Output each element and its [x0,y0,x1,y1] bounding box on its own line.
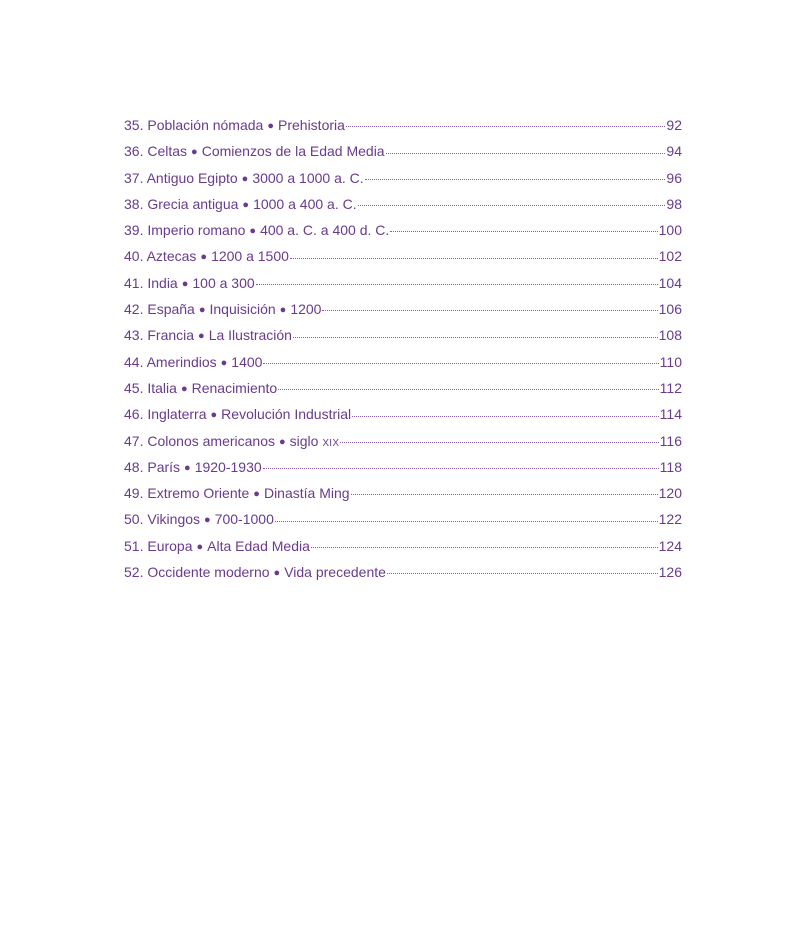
dotted-leader [390,230,657,232]
toc-entry-number: 51. [124,537,144,554]
dotted-leader [386,152,666,154]
toc-entry-part: 1200 [290,301,322,318]
toc-entry-number: 38. [124,195,144,212]
toc-entry-title [124,428,339,457]
bullet-separator-icon: ● [181,277,189,290]
toc-entry-part: Francia [147,327,195,344]
dotted-leader [293,336,658,338]
bullet-separator-icon: ● [204,514,211,527]
toc-entry-title [124,270,255,298]
toc-entry-number: 50. [124,511,144,528]
dotted-leader [263,467,659,469]
toc-entry-part: Alta Edad Media [207,537,310,554]
toc-entry[interactable] [124,296,682,322]
toc-entry-number: 49. [124,485,144,502]
bullet-separator-icon: ● [200,251,208,264]
dotted-leader [275,520,658,522]
toc-entry-page-number: 98 [666,195,682,212]
toc-entry-part [290,433,340,449]
toc-entry-part: 1920-1930 [194,458,262,475]
toc-entry[interactable] [124,217,682,243]
toc-entry-part: Comienzos de la Edad Media [201,143,385,160]
bullet-separator-icon: ● [180,382,188,395]
toc-entry-title [124,296,321,324]
toc-entry-part: Vikingos [147,511,201,528]
dotted-leader [290,257,658,259]
toc-entry-title [124,533,310,561]
dotted-leader [365,178,666,180]
toc-entry-title [124,322,292,350]
bullet-separator-icon: ● [267,120,274,132]
toc-entry-part: India [147,274,178,291]
toc-entry[interactable] [124,165,682,191]
toc-entry-part: 400 a. C. a 400 d. C. [260,222,390,239]
toc-entry-part: Prehistoria [278,117,345,133]
toc-entry-part: 700-1000 [214,511,274,528]
bullet-separator-icon: ● [198,304,206,317]
toc-entry-number: 46. [124,406,144,423]
toc-entry-title [124,559,386,587]
toc-entry-title [124,217,389,245]
toc-entry-page-number: 124 [658,537,682,554]
toc-entry-page-number: 92 [666,117,682,133]
toc-entry-page-number: 94 [666,143,682,160]
toc-entry-number: 43. [124,327,144,344]
toc-entry-page-number: 108 [658,327,682,344]
toc-entry-number: 40. [124,248,144,265]
bullet-separator-icon: ● [220,356,228,369]
toc-entry[interactable] [124,454,682,480]
bullet-separator-icon: ● [191,146,198,159]
toc-entry-part: Antiguo Egipto [146,169,238,186]
toc-entry-number: 52. [124,564,144,581]
dotted-leader [358,204,666,206]
toc-entry-part: Vida precedente [284,564,386,581]
toc-entry-part: Amerindios [146,353,217,370]
toc-entry-part: 1200 a 1500 [211,248,289,265]
toc-entry[interactable] [124,112,682,138]
bullet-separator-icon: ● [273,567,281,580]
toc-entry-page-number: 118 [659,458,682,475]
bullet-separator-icon: ● [249,225,257,238]
toc-entry-part: Aztecas [146,248,197,265]
bullet-separator-icon: ● [184,461,191,474]
toc-entry-part: Occidente moderno [147,564,270,581]
toc-entry-title [124,506,274,534]
toc-entry-part: Revolución Industrial [221,406,352,423]
toc-entry-part: Italia [147,379,177,396]
bullet-separator-icon: ● [210,409,218,422]
toc-entry-part: Población nómada [147,117,264,133]
bullet-separator-icon: ● [242,198,250,211]
toc-entry-part: Europa [147,537,193,554]
toc-entry-title [124,480,350,508]
toc-entry[interactable] [124,428,682,454]
dotted-leader [278,388,658,390]
bullet-separator-icon: ● [253,488,260,501]
bullet-separator-icon: ● [198,330,205,343]
dotted-leader [256,283,658,285]
toc-entry-number: 39. [124,222,144,239]
toc-entry-part: Grecia antigua [147,195,239,212]
toc-entry-page-number: 110 [659,353,682,370]
toc-entry-title [124,375,277,403]
toc-entry-part: 1000 a 400 a. C. [253,195,357,212]
toc-entry-page-number: 100 [658,222,682,239]
toc-entry-title [124,454,262,482]
toc-entry-page-number: 106 [658,301,682,318]
toc-entry-title [124,349,262,377]
toc-entry-number: 48. [124,458,144,475]
toc-entry-number: 37. [124,169,144,186]
dotted-leader [322,309,657,311]
toc-entry-number: 41. [124,274,144,291]
toc-entry-part: Inquisición [209,301,276,318]
toc-entry-title [124,243,289,271]
toc-entry-number: 45. [124,379,144,396]
toc-entry[interactable] [124,480,682,506]
dotted-leader [387,572,658,574]
toc-entry-page-number: 120 [658,485,682,502]
toc-entry[interactable] [124,401,682,427]
dotted-leader [340,441,658,443]
dotted-leader [346,125,666,127]
toc-entry-part: Extremo Oriente [147,485,250,502]
dotted-leader [263,362,658,364]
toc-entry-part: 1400 [231,353,263,370]
toc-entry[interactable] [124,533,682,559]
dotted-leader [311,546,658,548]
toc-entry-part: Renacimiento [191,379,278,396]
toc-entry-part-smallcaps: XIX [322,437,340,449]
toc-entry[interactable] [124,506,682,532]
toc-entry-page-number: 126 [658,564,682,581]
toc-entry-part: La Ilustración [208,327,292,344]
toc-entry-number: 35. [124,117,144,133]
toc-entry-page-number: 104 [658,274,682,291]
toc-entry-part: 3000 a 1000 a. C. [252,169,364,186]
toc-entry-part: 100 a 300 [192,274,255,291]
toc-entry[interactable] [124,270,682,296]
toc-entry-title [124,165,364,193]
toc-entry-title [124,191,357,219]
toc-entry[interactable] [124,322,682,348]
toc-entry-page-number: 96 [666,169,682,186]
toc-entry-number: 47. [124,432,144,449]
toc-entry-part: París [147,458,181,475]
toc-entry-page-number: 102 [658,248,682,265]
toc-entry-page-number: 122 [658,511,682,528]
toc-entry-part-word: siglo [289,432,323,449]
toc-entry-part: Dinastía Ming [263,485,350,502]
toc-entry-page-number: 112 [659,379,682,396]
toc-entry-title [124,138,385,166]
toc-entry[interactable] [124,191,682,217]
toc-entry-page-number: 116 [659,432,682,449]
toc-entry-part: Celtas [147,143,188,160]
bullet-separator-icon: ● [278,435,286,448]
table-of-contents [124,112,682,585]
bullet-separator-icon: ● [196,540,204,553]
toc-entry[interactable] [124,349,682,375]
toc-entry[interactable] [124,559,682,585]
toc-entry-number: 42. [124,301,144,318]
toc-entry-title [124,401,351,429]
toc-entry-part: España [147,301,195,318]
bullet-separator-icon: ● [279,304,287,317]
toc-entry[interactable] [124,243,682,269]
toc-entry-page-number: 114 [659,406,682,423]
toc-entry[interactable] [124,138,682,164]
toc-entry-part: Colonos americanos [147,432,275,449]
toc-entry-title [124,112,345,140]
toc-entry-part: Imperio romano [147,222,246,239]
toc-entry[interactable] [124,375,682,401]
toc-entry-number: 36. [124,143,144,160]
toc-entry-part: Inglaterra [147,406,207,423]
dotted-leader [351,493,658,495]
bullet-separator-icon: ● [241,172,249,185]
dotted-leader [352,415,659,417]
toc-entry-number: 44. [124,353,144,370]
